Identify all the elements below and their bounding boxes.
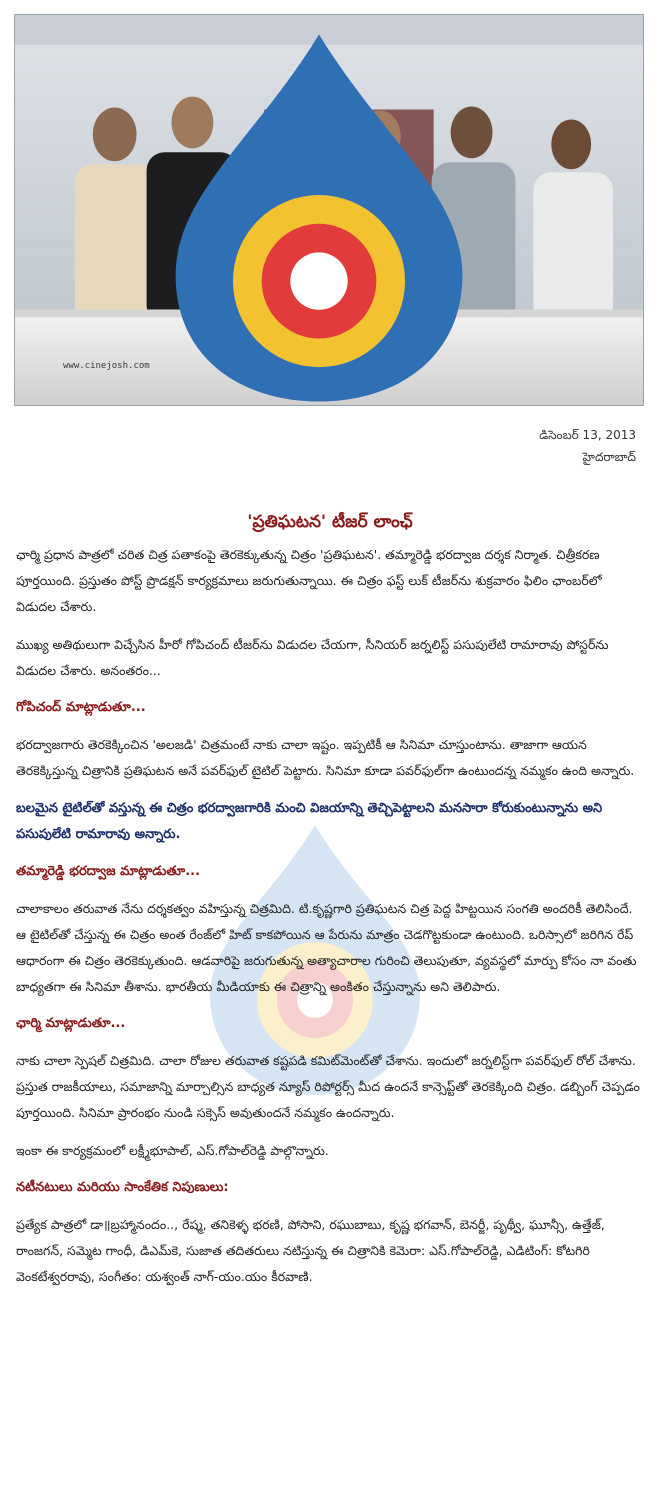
article-meta	[539, 424, 636, 468]
article-location: హైదరాబాద్	[582, 450, 636, 464]
paragraph-attendees: ఇంకా ఈ కార్యక్రమంలో లక్ష్మీభూపాల్, ఎస్.గోపాల్‌రెడ్డి పాల్గొన్నారు.	[16, 1143, 329, 1158]
article-headline: 'ప్రతిఘటన' టీజర్ లాంఛ్	[247, 512, 413, 532]
subhead-cast-crew: నటీనటులు మరియు సాంకేతిక నిపుణులు:	[16, 1180, 229, 1195]
paragraph-guests: ముఖ్య అతిథులుగా విచ్చేసిన హీరో గోపిచంద్ టీజర్‌ను విడుదల చేయగా, సీనియర్ జర్నలిస్ట్ పసుపులేటి రామారావు పోస్టర్‌ను విడుదల చేశారు. అనంతరం...	[16, 637, 609, 678]
paragraph-pasupuleti: బలమైన టైటిల్‌తో వస్తున్న ఈ చిత్రం భరద్వాజగారికి మంచి విజయాన్ని తెచ్చిపెట్టాలని మనసారా కోరుకుంటున్నాను అని పసుపులేటి రామారావు అన్నారు.	[16, 801, 603, 842]
subhead-charmi: ఛార్మి మాట్లాడుతూ...	[16, 1016, 126, 1031]
photo-watermark: www.cinejosh.com	[63, 361, 150, 371]
paragraph-cast-crew: ప్రత్యేక పాత్రలో డా॥బ్రహ్మానందం.., రేష్మ, తనికెళ్ళ భరణి, పోసాని, రఘుబాబు, కృష్ణ భగవాన్, బెనర్జీ, పృథ్వీ, ఘూన్సీ, ఉత్తేజ్, రాంజగన్, సమ్మెట గాంధీ, డిఎమ్‌కె, సుజాత తదితరులు నటిస్తున్న ఈ చిత్రానికి కెమెరా: ఎస్.గోపాల్‌రెడ్డి, ఎడిటింగ్: కోటగిరి వెంకటేశ్వరరావు, సంగీతం: యశ్వంత్ నాగ్-యం.యం కీరవాణి.	[16, 1217, 605, 1284]
cinejosh-logo-icon	[14, 23, 633, 406]
article-date: డిసెంబర్ 13, 2013	[539, 428, 636, 442]
subhead-bharadwaja: తమ్మారెడ్డి భరద్వాజ మాట్లాడుతూ...	[16, 864, 201, 879]
paragraph-gopichand: భరద్వాజగారు తెరకెక్కించిన 'అలజడి' చిత్రమంటే నాకు చాలా ఇష్టం. ఇప్పటికీ ఆ సినిమా చూస్తుంటాను. తాజాగా ఆయన తెరకెక్కిస్తున్న చిత్రానికి ప్రతిఘటన అనే పవర్‌ఫుల్ టైటిల్ పెట్టారు. సినిమా కూడా పవర్‌ఫుల్‌గా ఉంటుందన్న నమ్మకం ఉంది అన్నారు.	[16, 737, 635, 778]
paragraph-intro: ఛార్మి ప్రధాన పాత్రలో చరిత చిత్ర పతాకంపై తెరకెక్కుతున్న చిత్రం 'ప్రతిఘటన'. తమ్మారెడ్డి భరద్వాజ దర్శక నిర్మాత. చిత్రీకరణ పూర్తయింది. ప్రస్తుతం పోస్ట్ ప్రొడక్షన్ కార్యక్రమాలు జరుగుతున్నాయి. ఈ చిత్రం ఫస్ట్ లుక్ టీజర్‌ను శుక్రవారం ఫిలిం ఛాంబర్‌లో విడుదల చేశారు.	[16, 547, 602, 614]
article-body	[16, 542, 644, 1302]
subhead-gopichand: గోపిచంద్ మాట్లాడుతూ...	[16, 700, 146, 715]
paragraph-charmi: నాకు చాలా స్పెషల్ చిత్రమిది. చాలా రోజుల తరువాత కష్టపడి కమిట్‌మెంట్‌తో చేశాను. ఇందులో జర్నలిస్ట్‌గా పవర్‌ఫుల్ రోల్ చేశాను. ప్రస్తుత రాజకీయాలు, సమాజాన్ని మార్చాల్సిన బాధ్యత న్యూస్ రిపోర్టర్స్ మీద ఉందనే కాన్సెప్ట్‌తో తెరకెక్కింది చిత్రం. డబ్బింగ్ చెప్పడం పూర్తయింది. సినిమా ప్రారంభం నుండి సక్సెస్ అవుతుందనే నమ్మకం ఉందన్నారు.	[16, 1053, 640, 1120]
event-photo	[14, 14, 644, 406]
paragraph-bharadwaja: చాలాకాలం తరువాత నేను దర్శకత్వం వహిస్తున్న చిత్రమిది. టి.కృష్ణగారి ప్రతిఘటన చిత్ర పెద్ద హిట్టయిన సంగతి అందరికీ తెలిసిందే. ఆ టైటిల్‌తో చేస్తున్న ఈ చిత్రం అంత రేంజ్‌లో హిట్ కాకపోయిన ఆ పేరును మాత్రం చెడగొట్టకుండా ఉంటుంది. ఒరిస్సాలో జరిగిన రేప్ ఆధారంగా ఈ చిత్రం తెరకెక్కుతుంది. ఆడవారిపై జరుగుతున్న అత్యాచారాల గురించి తెలుపుతూ, వ్యవస్థలో మార్పు కోసం నా వంతు బాధ్యతగా ఈ సినిమా తీశాను. భారతీయ మీడియాకు ఈ చిత్రాన్ని అంకితం చేస్తున్నాను అని తెలిపారు.	[16, 901, 637, 994]
